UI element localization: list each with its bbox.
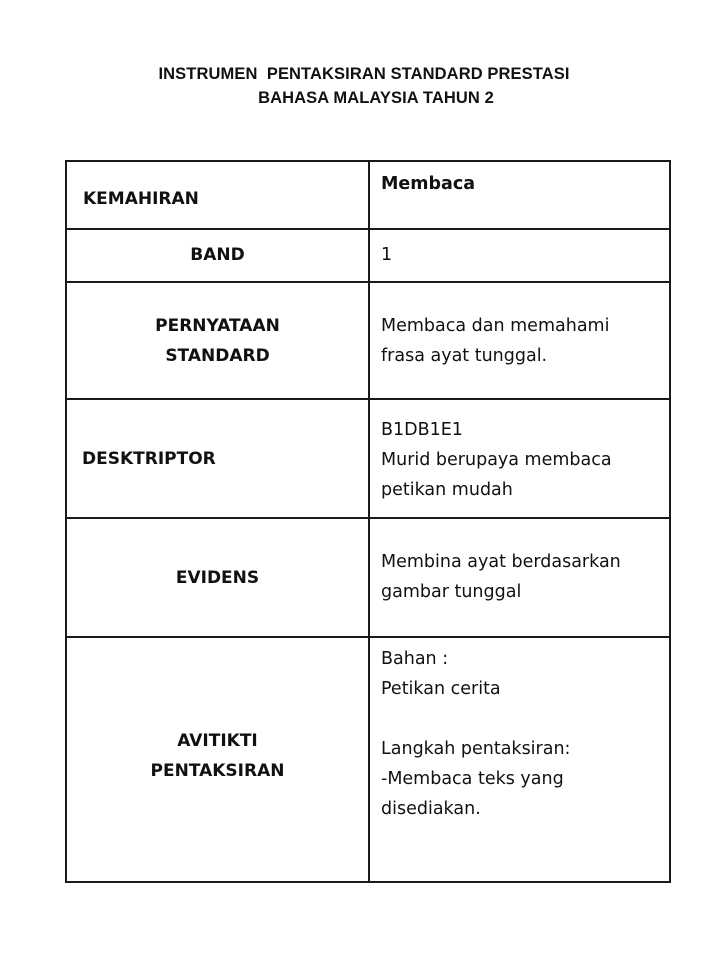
- row-value: 1: [381, 245, 393, 265]
- table-row-pernyataan-standard: [66, 282, 670, 399]
- table-row-evidens: [66, 518, 670, 637]
- row-label-cell: [66, 161, 369, 229]
- row-value-cell: [369, 161, 670, 229]
- page-title: [0, 62, 728, 110]
- row-label: PERNYATAAN STANDARD: [155, 316, 280, 366]
- row-value-cell: [369, 399, 670, 518]
- row-label-cell: [66, 282, 369, 399]
- title-line-1: INSTRUMEN PENTAKSIRAN STANDARD PRESTASI: [158, 65, 570, 83]
- table-row-aktiviti-pentaksiran: [66, 637, 670, 882]
- row-value-cell: [369, 229, 670, 282]
- table-row-kemahiran: [66, 161, 670, 229]
- row-value-cell: [369, 518, 670, 637]
- table-row-desktriptor: [66, 399, 670, 518]
- assessment-table: [65, 160, 671, 883]
- row-label-cell: [66, 229, 369, 282]
- row-value: Membina ayat berdasarkan gambar tunggal: [381, 552, 621, 602]
- table-row-band: [66, 229, 670, 282]
- row-label: BAND: [190, 245, 245, 265]
- row-label: DESKTRIPTOR: [82, 449, 216, 469]
- row-label-cell: [66, 399, 369, 518]
- row-label-cell: [66, 518, 369, 637]
- row-value-cell: [369, 637, 670, 882]
- row-value: Membaca dan memahami frasa ayat tunggal.: [381, 316, 610, 366]
- row-label-cell: [66, 637, 369, 882]
- row-value-cell: [369, 282, 670, 399]
- row-label: AVITIKTI PENTAKSIRAN: [150, 731, 285, 781]
- row-label: EVIDENS: [175, 568, 260, 588]
- row-value: B1DB1E1 Murid berupaya membaca petikan mudah: [381, 420, 612, 500]
- row-value: Bahan : Petikan cerita Langkah pentaksiran: -Membaca teks yang disediakan.: [381, 649, 571, 819]
- row-value: Membaca: [381, 174, 476, 194]
- row-label: KEMAHIRAN: [83, 189, 199, 209]
- title-line-2: BAHASA MALAYSIA TAHUN 2: [258, 89, 494, 107]
